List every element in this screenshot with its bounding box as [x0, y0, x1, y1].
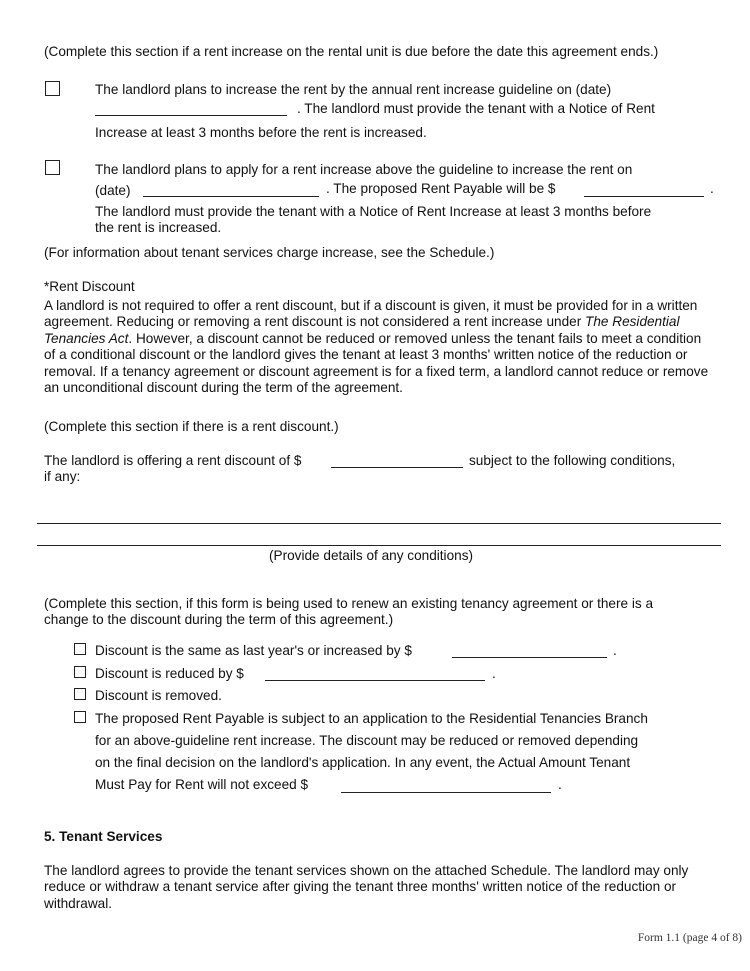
increase-guideline-date-field[interactable] — [95, 115, 287, 116]
discount-proposed-checkbox[interactable] — [74, 711, 86, 723]
increase-guideline-line2: . The landlord must provide the tenant with a Notice of Rent — [297, 101, 655, 116]
above-guideline-checkbox[interactable] — [45, 160, 60, 175]
schedule-note: (For information about tenant services charge increase, see the Schedule.) — [44, 245, 495, 260]
discount-same-label: Discount is the same as last year's or increased by $ — [95, 643, 412, 658]
discount-complete-note: (Complete this section if there is a rent discount.) — [44, 419, 339, 434]
discount-same-checkbox[interactable] — [74, 643, 86, 655]
discount-same-period: . — [613, 643, 617, 658]
tenant-services-heading: 5. Tenant Services — [44, 829, 163, 844]
discount-proposed-line4: Must Pay for Rent will not exceed $ — [95, 777, 309, 792]
above-guideline-line1: The landlord plans to apply for a rent increase above the guideline to increase the rent on — [95, 162, 633, 177]
page-footer: Form 1.1 (page 4 of 8) — [637, 932, 742, 944]
discount-amount-field[interactable] — [331, 467, 463, 468]
discount-proposed-line3: on the final decision on the landlord's application. In any event, the Actual Amount Tenant — [95, 755, 631, 770]
increase-guideline-line1: The landlord plans to increase the rent by the annual rent increase guideline on (date) — [95, 82, 612, 97]
discount-reduced-label: Discount is reduced by $ — [95, 666, 244, 681]
increase-guideline-checkbox[interactable] — [45, 81, 60, 96]
above-guideline-payable-text: . The proposed Rent Payable will be $ — [326, 181, 556, 196]
rent-discount-heading: *Rent Discount — [44, 279, 135, 294]
discount-proposed-period: . — [558, 777, 562, 792]
discount-removed-label: Discount is removed. — [95, 688, 222, 703]
discount-reduced-amount-field[interactable] — [265, 680, 485, 681]
above-guideline-date-label: (date) — [95, 183, 131, 198]
discount-proposed-line1: The proposed Rent Payable is subject to an application to the Residential Tenancies Branch — [95, 711, 648, 726]
discount-proposed-line2: for an above-guideline rent increase. The discount may be reduced or removed depending — [95, 733, 639, 748]
conditions-caption: (Provide details of any conditions) — [269, 548, 474, 563]
discount-offer-text: The landlord is offering a rent discount of $ — [44, 453, 302, 468]
renewal-intro-line1: (Complete this section, if this form is being used to renew an existing tenancy agreement or there is a — [44, 596, 654, 611]
act-name: The Residential Tenancies Act — [44, 314, 680, 346]
discount-offer-conditions: subject to the following conditions, — [469, 453, 676, 468]
above-guideline-date-field[interactable] — [143, 196, 319, 197]
discount-removed-checkbox[interactable] — [74, 688, 86, 700]
above-guideline-period: . — [710, 181, 714, 196]
rent-discount-paragraph: A landlord is not required to offer a rent discount, but if a discount is given, it must be provided for in a written agreement. Reducing or removing a rent discount is not considered a rent increase under The Residential Tenancies Act. However, a discount cannot be reduced or removed unless the tenant fails to meet a condition of a conditional discount or the landlord gives the tenant at least 3 months' written notice of the reduction or removal. If a tenancy agreement or discount agreement is for a fixed term, a landlord cannot reduce or remove an unconditional discount during the term of the agreement. — [44, 298, 709, 396]
increase-guideline-line3: Increase at least 3 months before the rent is increased. — [95, 125, 427, 140]
discount-reduced-checkbox[interactable] — [74, 666, 86, 678]
above-guideline-payable-field[interactable] — [584, 196, 704, 197]
actual-amount-field[interactable] — [341, 792, 551, 793]
increase-intro: (Complete this section if a rent increase on the rental unit is due before the date this agreement ends.) — [44, 44, 659, 59]
above-guideline-line3: The landlord must provide the tenant with a Notice of Rent Increase at least 3 months before — [95, 204, 652, 219]
tenant-services-paragraph: The landlord agrees to provide the tenant services shown on the attached Schedule. The landlord may only reduce or withdraw a tenant service after giving the tenant three months' written notice of the reduction or withdrawal. — [44, 863, 689, 911]
above-guideline-line4: the rent is increased. — [95, 220, 222, 235]
conditions-line-2[interactable] — [37, 545, 721, 546]
conditions-line-1[interactable] — [37, 523, 721, 524]
discount-same-amount-field[interactable] — [452, 657, 607, 658]
renewal-intro-line2: change to the discount during the term of this agreement.) — [44, 612, 394, 627]
discount-reduced-period: . — [492, 666, 496, 681]
discount-offer-ifany: if any: — [44, 469, 81, 484]
